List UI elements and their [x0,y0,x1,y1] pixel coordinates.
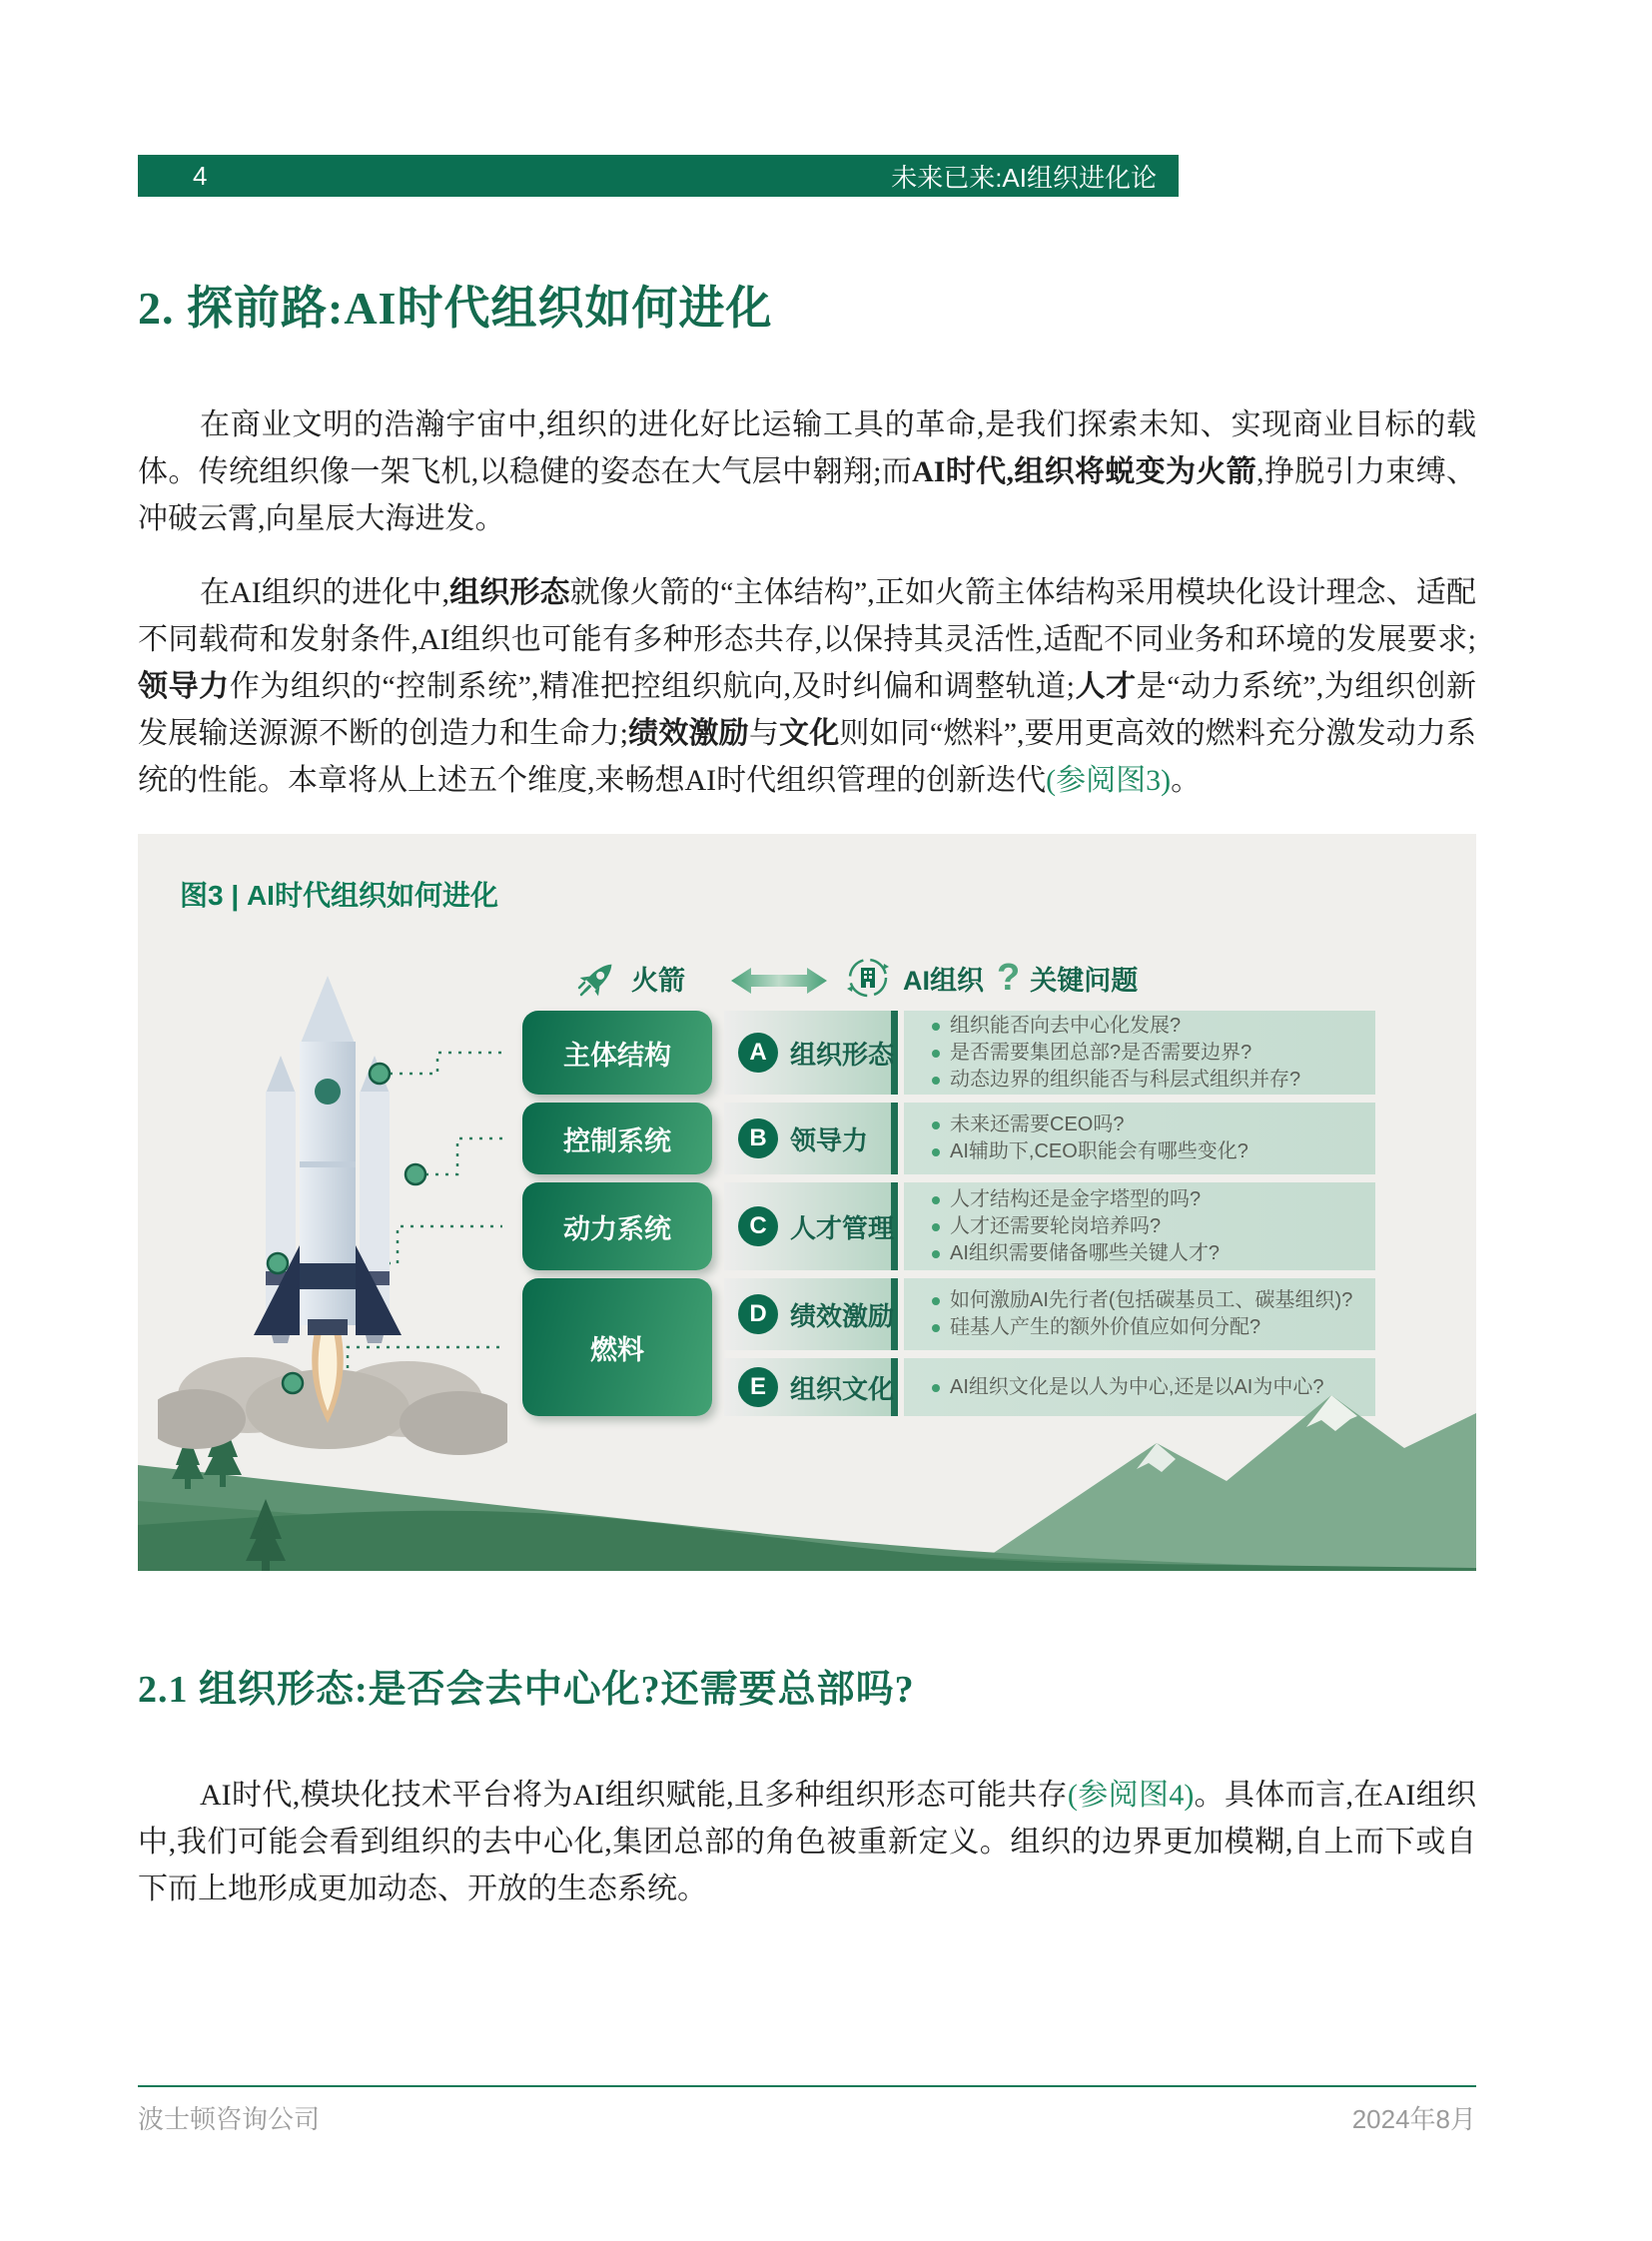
question-item: 人才还需要轮岗培养吗? [930,1213,1367,1240]
emphasis-text: 人才 [1075,670,1137,703]
body-text: 是“动力系统”,为组织创新发展输送源源不断的创造力和生命力; [138,670,1477,750]
dimension-label: 组织形态 [790,1039,895,1070]
section-2-1-title: 2.1 组织形态:是否会去中心化?还需要总部吗? [138,1669,915,1711]
body-text: 在商业文明的浩瀚宇宙中,组织的进化好比运输工具的革命,是我们探索未知、实现商业目标的载体。传统组织像一架飞机,以稳健的姿态在大气层中翱翔;而 [138,408,1476,488]
body-text: ,挣脱引力束缚、冲破云霄,向星辰大海进发。 [138,455,1476,535]
body-text: 则如同“燃料”,要用更高效的燃料充分激发动力系统的性能。本章将从上述五个维度,来畅想AI时代组织管理的创新迭代 [138,717,1477,797]
question-item: AI组织文化是以人为中心,还是以AI为中心? [930,1374,1367,1401]
rocket-part-main-structure: 主体结构 [522,1011,712,1095]
paragraph-1 [138,401,1476,542]
body-text: 。具体而言,在AI组织中,我们可能会看到组织的去中心化,集团总部的角色被重新定义。组织的边界更加模糊,自上而下或自下而上地形成更加动态、开放的生态系统。 [138,1779,1477,1905]
emphasis-text: 绩效激励 [628,717,749,750]
legend-key-questions-label: 关键问题 [1030,965,1139,996]
question-item: 未来还需要CEO吗? [930,1112,1367,1138]
figure-reference: (参阅图4) [1067,1779,1195,1812]
fuselage [300,976,356,1335]
dimension-cell-org-form [724,1011,898,1095]
double-arrow-icon [729,964,829,998]
legend-key-questions [997,952,1138,1004]
rocket-part-control-system: 控制系统 [522,1103,712,1174]
mountains [967,1395,1476,1571]
question-mark-icon: ? [997,956,1021,999]
dimension-cell-leadership [724,1103,898,1174]
question-item: 是否需要集团总部?是否需要边界? [930,1040,1367,1067]
page-number: 4 [193,160,208,191]
footer-date: 2024年8月 [1351,2104,1476,2134]
rocket-part-power-system: 动力系统 [522,1182,712,1270]
figure-3 [138,834,1476,1571]
dimension-cell-talent [724,1182,898,1270]
questions-cell-leadership [904,1103,1375,1174]
legend-ai-org [843,952,984,1004]
legend-ai-org-label: AI组织 [903,965,984,996]
section-2-title: 2. 探前路:AI时代组织如何进化 [138,283,773,334]
questions-cell-incentives [904,1278,1375,1350]
dimension-label: 人才管理 [790,1212,895,1243]
question-item: 硅基人产生的额外价值应如何分配? [930,1314,1367,1341]
body-text: 作为组织的“控制系统”,精准把控组织航向,及时纠偏和调整轨道; [229,670,1075,703]
dimension-label: 绩效激励 [790,1300,895,1331]
paragraph-2 [138,569,1476,804]
figure-reference: (参阅图3) [1046,764,1172,797]
question-item: 动态边界的组织能否与科层式组织并存? [930,1067,1367,1094]
question-item: 人才结构还是金字塔型的吗? [930,1186,1367,1213]
dimension-label: 组织文化 [790,1373,895,1404]
footer-rule [138,2085,1476,2087]
emphasis-text: 文化 [779,717,840,750]
body-text: 就像火箭的“主体结构”,正如火箭主体结构采用模块化设计理念、适配不同载荷和发射条件,AI组织也可能有多种形态共存,以保持其灵活性,适配不同业务和环境的发展要求; [138,576,1476,656]
question-item: AI组织需要储备哪些关键人才? [930,1240,1367,1267]
body-text: 与 [748,717,780,750]
ai-org-cycle-icon [843,953,893,1003]
legend-rocket-label: 火箭 [631,965,685,996]
letter-badge-a: A [738,1033,778,1073]
dimension-label: 领导力 [790,1124,869,1155]
letter-badge-e: E [738,1367,778,1407]
body-text: 在AI组织的进化中, [200,576,450,609]
rocket-part-fuel: 燃料 [522,1278,712,1416]
questions-cell-org-form [904,1011,1375,1095]
questions-cell-talent [904,1182,1375,1270]
letter-badge-d: D [738,1294,778,1334]
dimension-cell-incentives [724,1278,898,1350]
body-text: 。 [1171,764,1202,797]
letter-badge-c: C [738,1206,778,1246]
question-item: AI辅助下,CEO职能会有哪些变化? [930,1138,1367,1165]
emphasis-text: 领导力 [138,670,230,703]
footer-company: 波士顿咨询公司 [138,2104,321,2134]
question-item: 如何激励AI先行者(包括碳基员工、碳基组织)? [930,1287,1367,1314]
header-title: 未来已来:AI组织进化论 [891,162,1157,193]
rocket-illustration [158,964,507,1463]
body-text: AI时代,模块化技术平台将为AI组织赋能,且多种组织形态可能共存 [200,1779,1068,1812]
letter-badge-b: B [738,1119,778,1158]
legend-rocket [575,952,685,1004]
question-item: 组织能否向去中心化发展? [930,1013,1367,1040]
emphasis-text: AI时代,组织将蜕变为火箭 [912,455,1257,488]
paragraph-3 [138,1772,1476,1912]
figure-title: 图3 | AI时代组织如何进化 [180,880,498,911]
page-header-bar [138,155,1179,197]
rocket-icon [575,955,621,1001]
emphasis-text: 组织形态 [449,576,570,609]
